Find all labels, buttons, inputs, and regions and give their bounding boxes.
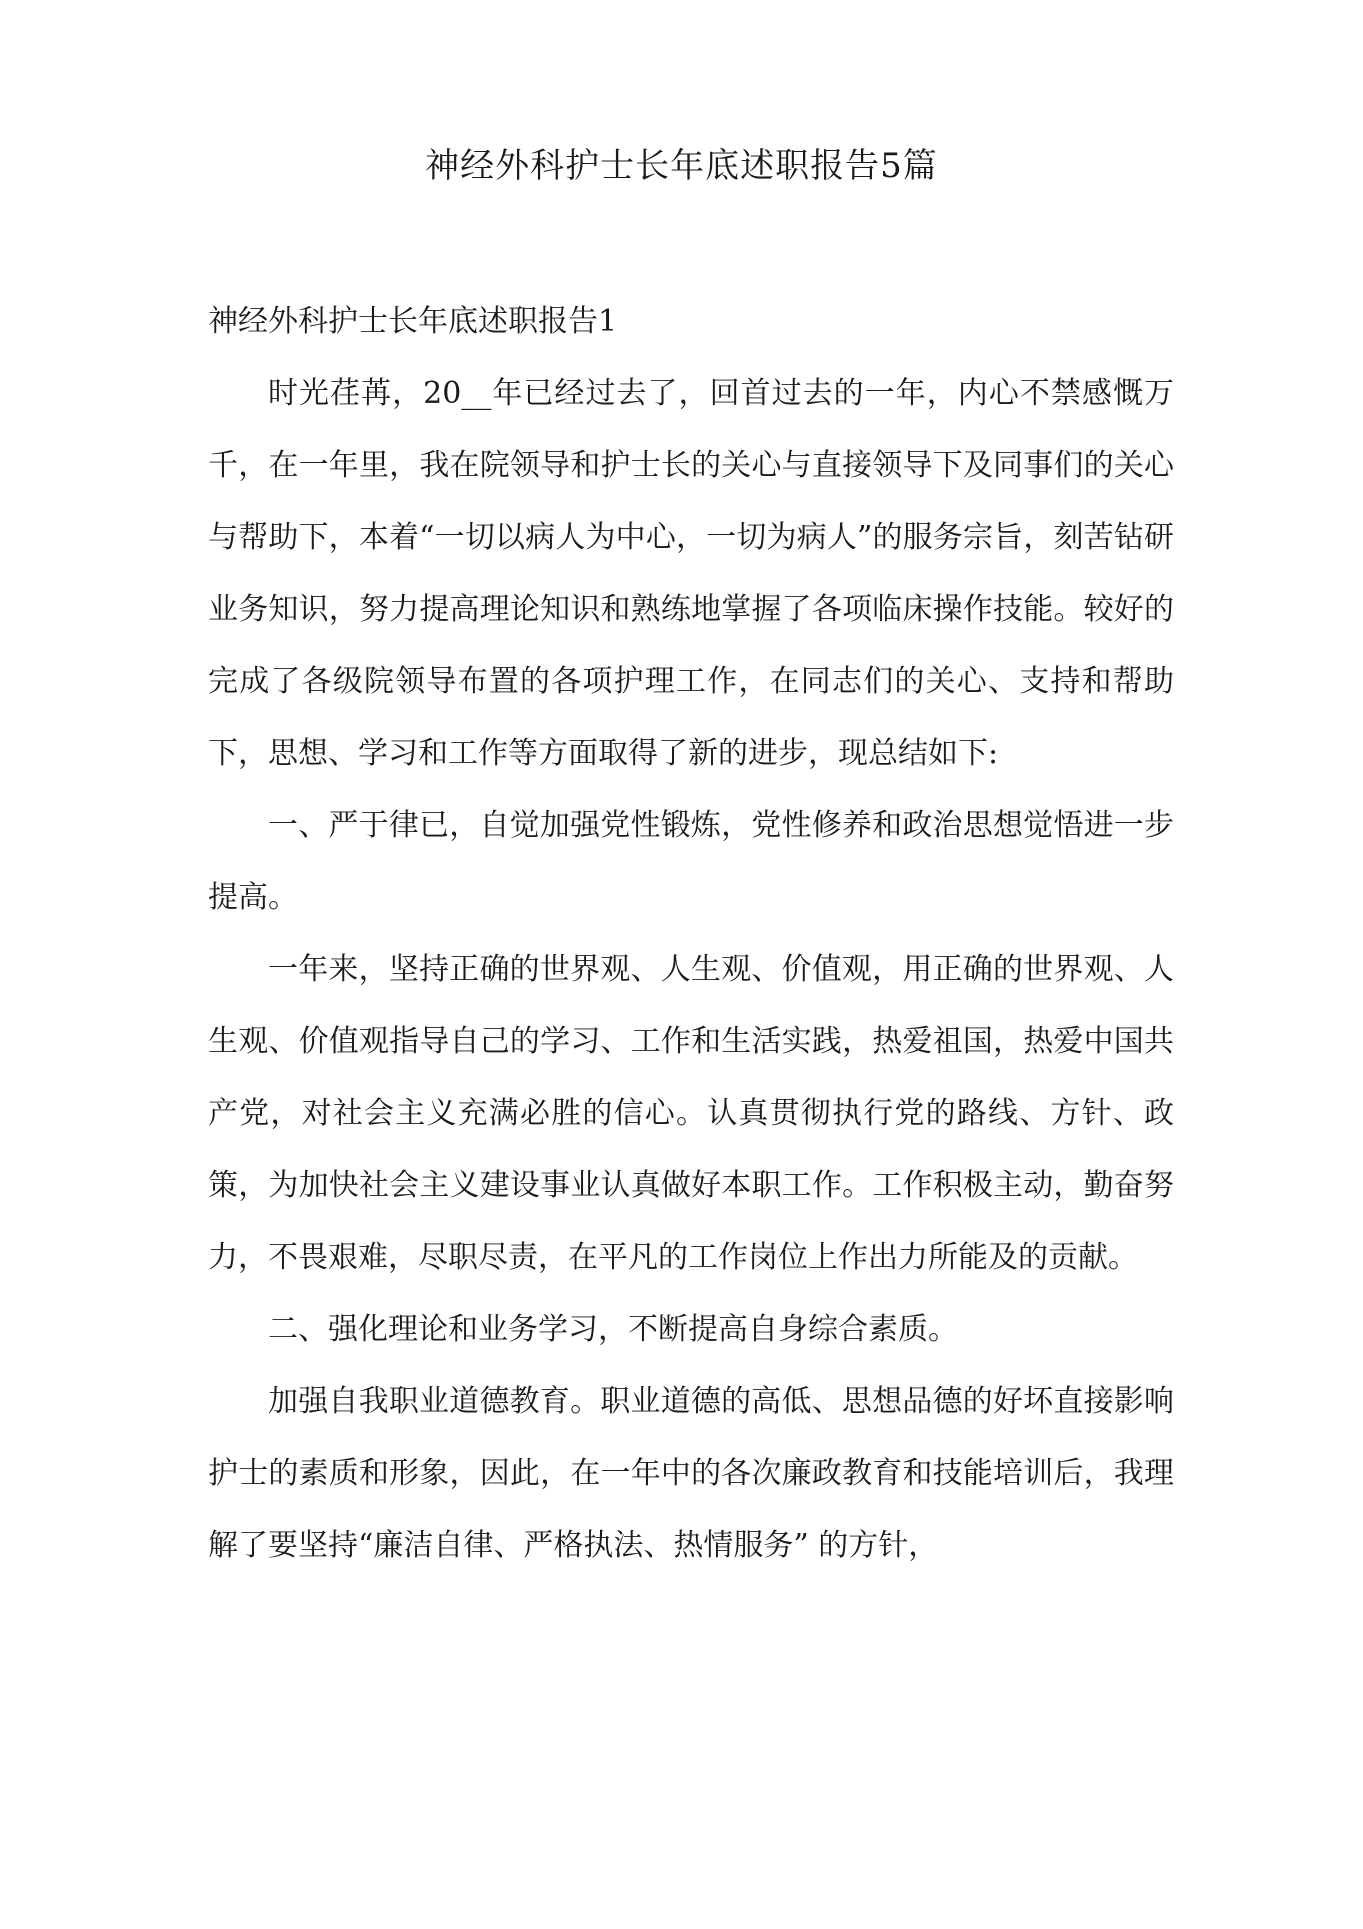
section-heading: 神经外科护士长年底述职报告1 (208, 304, 618, 339)
paragraph-point-two-body: 加强自我职业道德教育。职业道德的高低、思想品德的好坏直接影响护士的素质和形象，因此，在一年中的各次廉政教育和技能培训后，我理解了要坚持“廉洁自律、严格执法、热情服务” 的方针， (208, 1384, 1174, 1563)
document-title: 神经外科护士长年底述职报告5篇 (425, 146, 938, 186)
paragraph-point-one-heading: 一、严于律已，自觉加强党性锻炼，党性修养和政治思想觉悟进一步提高。 (208, 808, 1174, 915)
document-body (208, 286, 1174, 1582)
paragraph-point-two-heading: 二、强化理论和业务学习，不断提高自身综合素质。 (268, 1312, 958, 1347)
paragraph-point-one-body: 一年来，坚持正确的世界观、人生观、价值观，用正确的世界观、人生观、价值观指导自己的学习、工作和生活实践，热爱祖国，热爱中国共产党，对社会主义充满必胜的信心。认真贯彻执行党的路线、方针、政策，为加快社会主义建设事业认真做好本职工作。工作积极主动，勤奋努力，不畏艰难，尽职尽责，在平凡的工作岗位上作出力所能及的贡献。 (208, 952, 1174, 1275)
paragraph-intro: 时光荏苒，20__年已经过去了，回首过去的一年，内心不禁感慨万千，在一年里，我在院领导和护士长的关心与直接领导下及同事们的关心与帮助下，本着“一切以病人为中心，一切为病人”的服务宗旨，刻苦钻研业务知识，努力提高理论知识和熟练地掌握了各项临床操作技能。较好的完成了各级院领导布置的各项护理工作，在同志们的关心、支持和帮助下，思想、学习和工作等方面取得了新的进步，现总结如下: (208, 376, 1174, 771)
